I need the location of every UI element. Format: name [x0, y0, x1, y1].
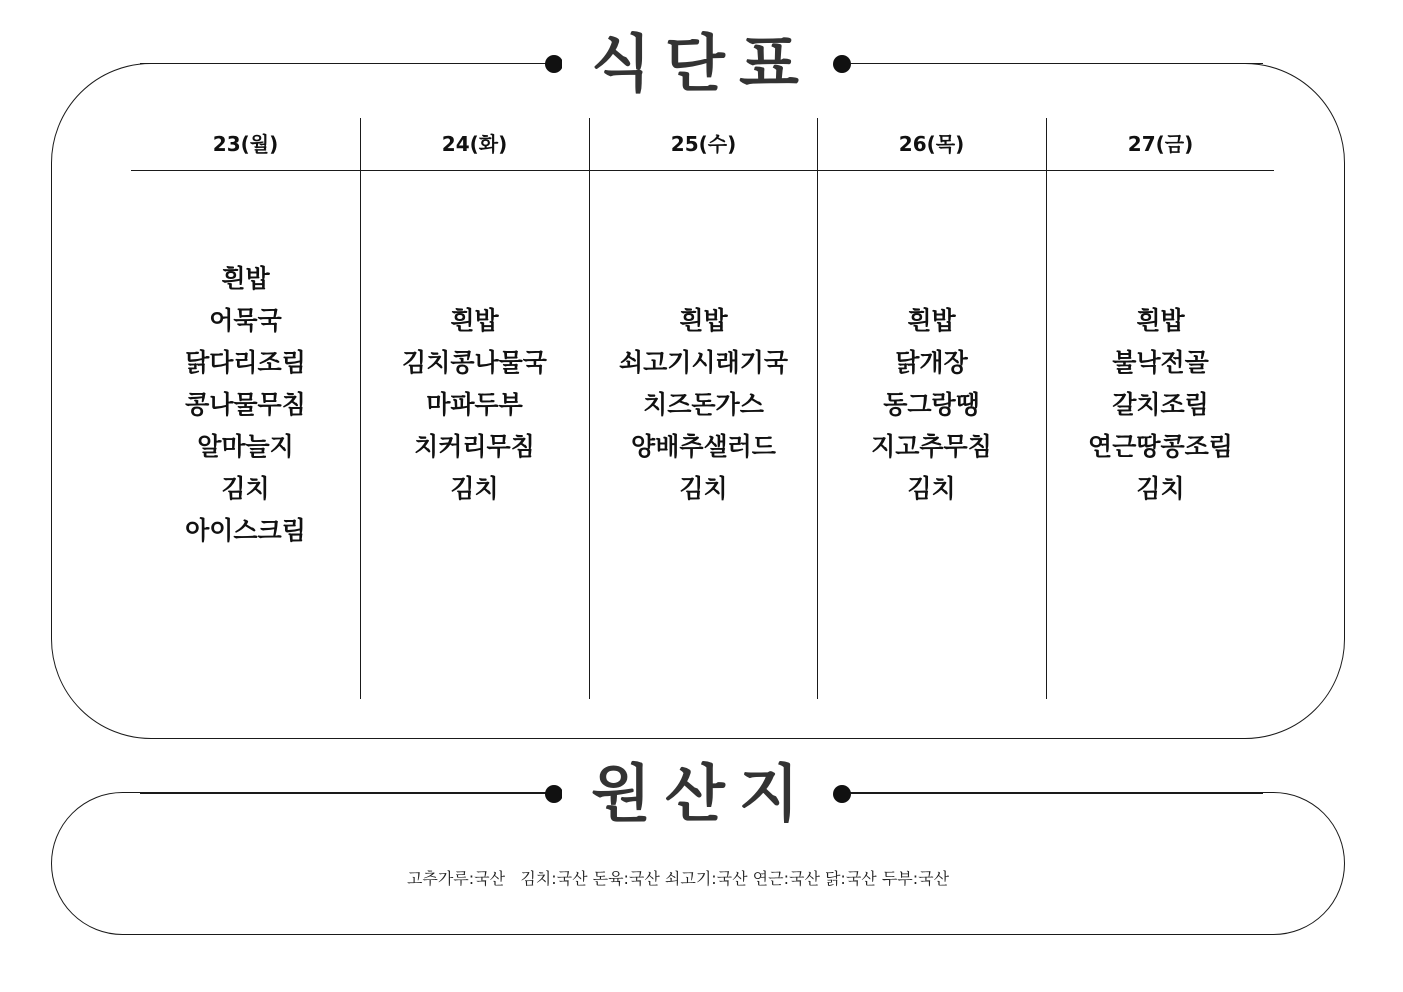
dish-item: 지고추무침 [871, 432, 992, 461]
dish-item: 알마늘지 [197, 432, 294, 461]
day-header: 25(수) [670, 132, 737, 156]
dish-item: 흰밥 [221, 264, 270, 293]
day-header: 27(금) [1127, 132, 1194, 156]
title-left-dot [545, 785, 563, 803]
dish-item: 흰밥 [450, 306, 499, 335]
day-column-thu [817, 118, 1046, 699]
origin-title: 원산지 [562, 754, 842, 834]
day-header: 24(화) [441, 132, 508, 156]
dish-list [817, 171, 1046, 699]
dish-item: 김치 [907, 474, 956, 503]
dish-item: 연근땅콩조림 [1088, 432, 1233, 461]
title-left-line [140, 63, 553, 64]
day-column-mon [131, 118, 360, 699]
dish-item: 치즈돈가스 [643, 390, 764, 419]
dish-item: 치커리무침 [414, 432, 535, 461]
title-right-line [850, 63, 1263, 64]
dish-item: 김치콩나물국 [402, 348, 547, 377]
title-right-dot [833, 55, 851, 73]
dish-item: 흰밥 [679, 306, 728, 335]
dish-item: 닭다리조림 [185, 348, 306, 377]
dish-item: 아이스크림 [185, 516, 306, 545]
dish-item: 김치 [1136, 474, 1185, 503]
dish-item: 흰밥 [907, 306, 956, 335]
dish-item: 동그랑땡 [883, 390, 980, 419]
dish-list [360, 171, 589, 699]
dish-item: 김치 [450, 474, 499, 503]
dish-list [589, 171, 818, 699]
origin-title-bar [0, 754, 1403, 834]
day-column-fri [1046, 118, 1275, 699]
day-header: 23(월) [212, 132, 279, 156]
dish-item: 닭개장 [895, 348, 968, 377]
day-column-tue [360, 118, 589, 699]
dish-item: 갈치조림 [1112, 390, 1209, 419]
menu-title: 식단표 [562, 24, 842, 104]
title-left-dot [545, 55, 563, 73]
origin-info-text: 고추가루:국산 김치:국산 돈육:국산 쇠고기:국산 연근:국산 닭:국산 두부:국산 [406, 869, 950, 888]
dish-item: 김치 [221, 474, 270, 503]
title-right-dot [833, 785, 851, 803]
dish-item: 흰밥 [1136, 306, 1185, 335]
dish-list [1046, 171, 1275, 699]
dish-item: 양배추샐러드 [631, 432, 776, 461]
day-column-wed [589, 118, 818, 699]
dish-list [131, 171, 360, 699]
title-right-line [850, 793, 1263, 794]
dish-item: 김치 [679, 474, 728, 503]
title-left-line [140, 793, 553, 794]
dish-item: 콩나물무침 [185, 390, 306, 419]
dish-item: 불낙전골 [1112, 348, 1209, 377]
dish-item: 쇠고기시래기국 [618, 348, 789, 377]
menu-title-bar [0, 24, 1403, 104]
dish-item: 마파두부 [426, 390, 523, 419]
menu-table [131, 118, 1274, 699]
day-header: 26(목) [898, 132, 965, 156]
dish-item: 어묵국 [209, 306, 282, 335]
